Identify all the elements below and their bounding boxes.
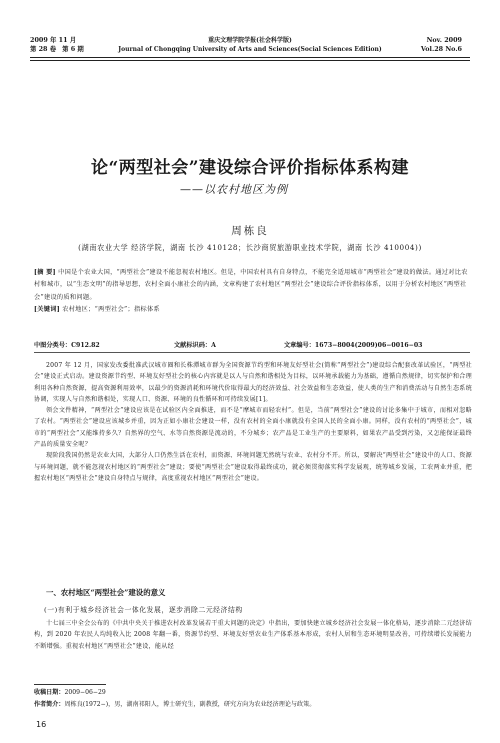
received-label: 收稿日期： xyxy=(34,689,65,696)
abstract-label: [摘 要] xyxy=(34,269,56,276)
clc-number: 中图分类号：C912.82 xyxy=(34,342,100,349)
footnote-rule xyxy=(34,684,106,685)
body-paragraph: 2007 年 12 月，国家发改委批准武汉城市圈和长株潭城市群为全国资源节约型和环境友好型社会(简称“两型社会”)建设综合配套改革试验区，“两型社会”建设正式启动。建设资源节约型、环境友好型社会的核心内容就是以人与自然和谐相处为目标，以环境承载能力为基础，遵循自然规律，切实保护和合理利用各种自然资源，提高资源利用效率，以最少的资源消耗和环境代价取得最大的经济效益、社会效益和生态效益，使人类的生产和消费活动与自然生态系统协调，实现人与自然和谐相处，实现人口、资源、环境的良性循环和可持续发展[1]。 xyxy=(34,362,472,403)
header-issue: 第 6 期 xyxy=(62,45,84,53)
journal-header-left xyxy=(30,36,84,54)
body-text xyxy=(34,360,472,484)
page-number: 16 xyxy=(36,720,47,729)
body-paragraph: 十七届三中全会公布的《中共中央关于推进农村改革发展若干重大问题的决定》中指出，要加快建立城乡经济社会发展一体化格局，逐步消除二元经济结构，到 2020 年农民人均纯收入比 2008 年翻一番，资源节约型、环境友好型农业生产体系基本形成，农村人居和生态环境明显改善，可持续增长发展能力不断增强。重视农村地区“两型社会”建设，能从经 xyxy=(34,620,472,650)
header-month-en: Nov. 2009 xyxy=(426,36,462,44)
body-paragraph: 现阶段我国仍然是农业大国，大部分人口仍然生活在农村，而资源、环境问题无然统与农业、农村分不开。所以，要解决“两型社会”建设中的人口、资源与环境问题，就不能忽视农村地区的“两型社会”建设；要使“两型社会”建设取得最终成功，就必须贯彻落实科学发展观，统筹城乡发展，工农两业并重，把握农村地区“两型社会”建设自身特点与规律，高度重视农村地区“两型社会”建设。 xyxy=(34,452,472,482)
author-bio: 周栋良(1972−)，男，湖南祁阳人，博士研究生，副教授，研究方向为农业经济理论与政策。 xyxy=(64,700,316,708)
author-bio-label: 作者简介： xyxy=(34,700,65,708)
meta-rule xyxy=(34,352,470,353)
article-number: 文章编号：1673−8004(2009)06−0016−03 xyxy=(284,342,423,349)
header-volume: 第 28 卷 xyxy=(30,45,57,53)
header-rule-thin xyxy=(30,60,470,61)
subsection-heading: (一)有利于城乡经济社会一体化发展，逐步消除二元经济结构 xyxy=(44,606,243,614)
section-heading: 一、农村地区“两型社会”建设的意义 xyxy=(46,588,166,597)
header-rule-thick xyxy=(30,57,470,58)
journal-name-en: Journal of Chongqing University of Arts and Sciences(Social Sciences Edition) xyxy=(118,46,382,53)
journal-name-cn: 重庆文理学院学报(社会科学版) xyxy=(208,37,292,44)
body-paragraph: 领会文件精神，“两型社会”建设应该是在试验区内全面推进，而不是“摩城市而轻农村”。但是，当前“两型社会”建设的讨论多集中于城市，而相对忽略了农村。“两型社会”建设应该城乡并重，因为正如小康社会建设一样，没有农村的全面小康就没有全国人民的全面小康。同样，没有农村的“两型社会”，城市的“两型社会”又能维持多久？自然界的空气、水等自然资源是流动的，不分城乡；农产品是工业生产的主要原料，如果农产品受到污染，又怎能保证最终产品的质量安全呢？ xyxy=(34,407,472,449)
keywords-text: 农村地区；“两型社会”；指标体系 xyxy=(62,306,160,314)
abstract-block xyxy=(34,267,474,317)
received-date: 2009−06−29 xyxy=(64,689,106,696)
abstract-text: 中国是个农业大国，“两型社会”建设不能忽视农村地区。但是，中国农村具有自身特点，不能完全适用城市“两型社会”建设的做法。通过对比农村和城市，以“生态文明”的指导思想，农村全面小康社会的内涵，文章构建了农村地区“两型社会”建设综合评价指标体系，以用于分析农村地区“两型社会”建设的质和问题。 xyxy=(34,269,468,301)
author-affiliation: (湖南农业大学 经济学院，湖南 长沙 410128；长沙商贸旅游职业技术学院，湖南 长沙 410004)) xyxy=(78,243,422,252)
header-volume-en: Vol.28 No.6 xyxy=(420,45,462,53)
header-date: 2009 年 11 月 xyxy=(30,36,77,44)
journal-header-center xyxy=(110,36,390,54)
paper-title: 论“两型社会”建设综合评价指标体系构建 xyxy=(90,158,410,178)
keywords-label: [关键词] xyxy=(34,306,60,314)
footnote-block xyxy=(34,687,474,710)
paper-author: 周栋良 xyxy=(231,225,269,237)
journal-header-right xyxy=(421,36,462,54)
document-code: 文献标识码：A xyxy=(174,342,216,349)
body-text-2 xyxy=(34,618,472,652)
paper-subtitle: ——以农村地区为例 xyxy=(180,183,288,196)
classification-line xyxy=(34,340,474,349)
